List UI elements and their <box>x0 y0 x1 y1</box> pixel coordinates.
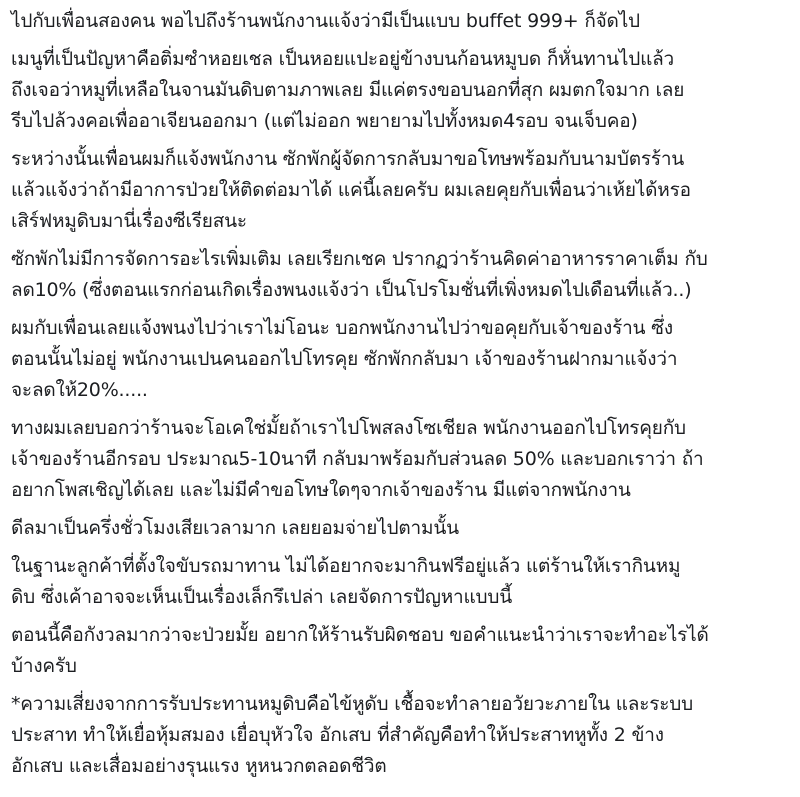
text-line: *ความเสี่ยงจากการรับประทานหมูดิบคือไข้หูดับ เชื้อจะทำลายอวัยวะภายใน และระบบ <box>11 693 693 715</box>
text-line: ระหว่างนั้นเพื่อนผมก็แจ้งพนักงาน ซักพักผู้จัดการกลับมาขอโทษพร้อมกับนามบัตรร้าน <box>11 148 685 170</box>
text-line: อยากโพสเชิญได้เลย และไม่มีคำขอโทษใดๆจากเจ้าของร้าน มีแต่จากพนักงาน <box>11 479 631 501</box>
text-line: ไปกับเพื่อนสองคน พอไปถึงร้านพนักงานแจ้งว่ามีเป็นแบบ buffet 999+ ก็จัดไป <box>11 10 640 32</box>
paragraph <box>11 413 800 506</box>
text-line: ดิบ ซึ่งเค้าอาจจะเห็นเป็นเรื่องเล็กรึเปล่า เลยจัดการปัญหาแบบนี้ <box>11 586 513 608</box>
text-line: ทางผมเลยบอกว่าร้านจะโอเคใช่มั้ยถ้าเราไปโพสลงโซเชียล พนักงานออกไปโทรคุยกับ <box>11 417 686 439</box>
text-line: เมนูที่เป็นปัญหาคือติ่มซำหอยเชล เป็นหอยแปะอยู่ข้างบนก้อนหมูบด ก็หั่นทานไปแล้ว <box>11 48 675 70</box>
text-line: ถึงเจอว่าหมูที่เหลือในจานมันดิบตามภาพเลย มีแค่ตรงขอบนอกที่สุก ผมตกใจมาก เลย <box>11 79 685 101</box>
paragraph <box>11 313 800 406</box>
text-line: จะลดให้20%..... <box>11 379 148 401</box>
text-line: รีบไปล้วงคอเพื่ออาเจียนออกมา (แต่ไม่ออก พยายามไปทั้งหมด4รอบ จนเจ็บคอ) <box>11 110 638 132</box>
paragraph <box>11 244 800 306</box>
text-line: ในฐานะลูกค้าที่ตั้งใจขับรถมาทาน ไม่ได้อยากจะมากินฟรีอยู่แล้ว แต่ร้านให้เรากินหมู <box>11 555 681 577</box>
paragraph <box>11 620 800 682</box>
paragraph <box>11 551 800 613</box>
paragraph <box>11 6 800 37</box>
text-line: ตอนนี้คือกังวลมากว่าจะป่วยมั้ย อยากให้ร้านรับผิดชอบ ขอคำแนะนำว่าเราจะทำอะไรได้ <box>11 624 709 646</box>
text-line: ประสาท ทำให้เยื่อหุ้มสมอง เยื่อบุหัวใจ อักเสบ ที่สำคัญคือทำให้ประสาทหูทั้ง 2 ข้าง <box>11 724 664 746</box>
text-line: ตอนนั้นไม่อยู่ พนักงานเปนคนออกไปโทรคุย ซักพักกลับมา เจ้าของร้านฝากมาแจ้งว่า <box>11 348 678 370</box>
paragraph <box>11 44 800 137</box>
text-line: อักเสบ และเสื่อมอย่างรุนแรง หูหนวกตลอดชีวิต <box>11 755 387 777</box>
paragraph <box>11 689 800 782</box>
text-line: บ้างครับ <box>11 655 77 677</box>
text-line: ดีลมาเป็นครึ่งชั่วโมงเสียเวลามาก เลยยอมจ่ายไปตามนั้น <box>11 517 459 539</box>
text-line: ซักพักไม่มีการจัดการอะไรเพิ่มเติม เลยเรียกเชค ปรากฏว่าร้านคิดค่าอาหารราคาเต็ม กับ <box>11 248 708 270</box>
text-line: ผมกับเพื่อนเลยแจ้งพนงไปว่าเราไม่โอนะ บอกพนักงานไปว่าขอคุยกับเจ้าของร้าน ซึ่ง <box>11 317 673 339</box>
text-line: เสิร์ฟหมูดิบมานี่เรื่องซีเรียสนะ <box>11 210 247 232</box>
paragraph <box>11 513 800 544</box>
text-line: ลด10% (ซึ่งตอนแรกก่อนเกิดเรื่องพนงแจ้งว่า เป็นโปรโมชั่นที่เพิ่งหมดไปเดือนที่แล้ว..) <box>11 279 692 301</box>
paragraph <box>11 144 800 237</box>
text-line: แล้วแจ้งว่าถ้ามีอาการป่วยให้ติดต่อมาได้ แค่นี้เลยครับ ผมเลยคุยกับเพื่อนว่าเห้ยได้หรอ <box>11 179 691 201</box>
text-line: เจ้าของร้านอีกรอบ ประมาณ5-10นาที กลับมาพร้อมกับส่วนลด 50% และบอกเราว่า ถ้า <box>11 448 704 470</box>
